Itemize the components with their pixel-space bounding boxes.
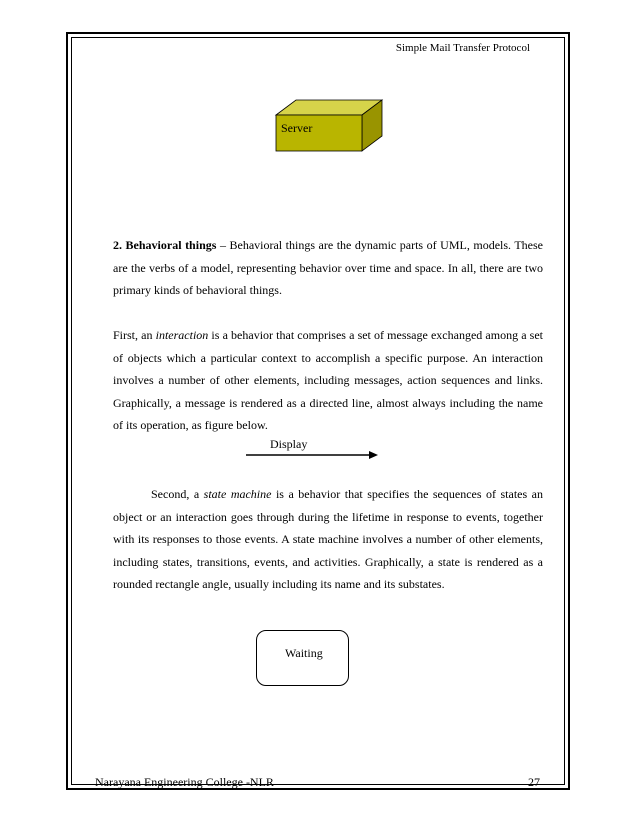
behavioral-heading: 2. Behavioral things [113,238,217,252]
interaction-body: is a behavior that comprises a set of message exchanged among a set of objects which a particular context to accomplish a specific purpose. An interaction involves a number of other elements, including messages, action sequences and links. Graphically, a message is rendered as a directed line, almost always including the name of its operation, as figure below. [113,328,544,432]
page-number: 27 [528,775,540,789]
footer-college: Narayana Engineering College -NLR [95,775,274,789]
message-label: Display [270,437,308,451]
node-label: Server [281,121,313,135]
interaction-lead: First, an [113,328,156,342]
interaction-term: interaction [155,328,209,342]
interaction-paragraph [113,324,543,437]
running-header: Simple Mail Transfer Protocol [395,42,530,54]
behavioral-intro: – Behavioral things are the dynamic parts of UML, models. These are the verbs of a model, representing behavior over time and space. In all, there are two primary kinds of behavioral things. [113,238,543,297]
state-machine-paragraph [113,483,543,596]
message-arrowhead [369,451,378,459]
state-machine-body: is a behavior that specifies the sequences of states an object or an interaction goes through during the lifetime in response to events, together with its responses to those events. A state machine involves a number of other elements, including states, transitions, events, and activities. Graphically, a state is rendered as a rounded rectangle angle, usually including its name and its substates. [113,487,543,591]
state-machine-lead: Second, a [151,487,204,501]
state-machine-term: state machine [203,487,272,501]
behavioral-things-paragraph [113,234,543,302]
state-label: Waiting [285,646,323,660]
